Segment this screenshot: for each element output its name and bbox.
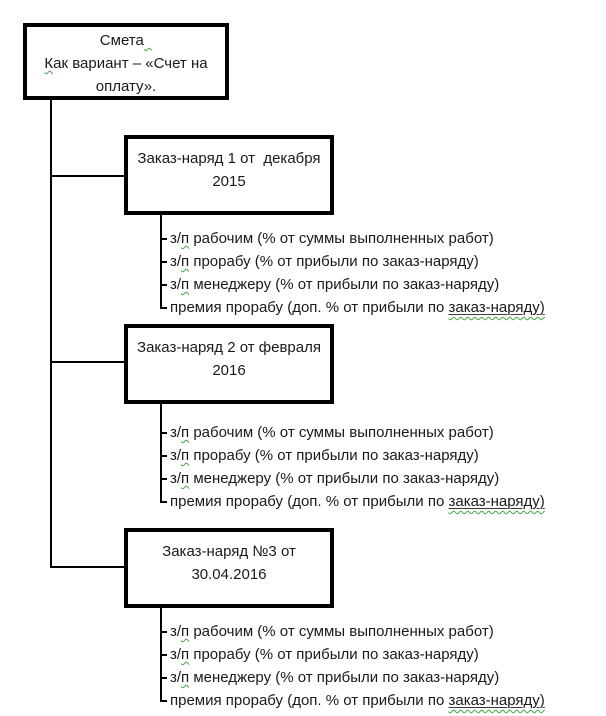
- estimate-line3: оплату».: [95, 78, 157, 95]
- order-box-3-date: 30.04.2016: [191, 566, 267, 583]
- tick-3-1: [160, 631, 167, 633]
- tick-1-4: [160, 307, 167, 309]
- item-prefix: з/: [170, 424, 182, 441]
- item-rest: менеджеру (% от прибыли по заказ-наряду): [189, 276, 500, 293]
- item-prefix: премия прорабу (доп. % от прибыли по: [170, 493, 449, 510]
- item-prefix: премия прорабу (доп. % от прибыли по: [170, 299, 449, 316]
- tick-1-2: [160, 261, 167, 263]
- item-rest: рабочим (% от суммы выполненных работ): [189, 623, 494, 640]
- tick-2-2: [160, 455, 167, 457]
- order-box-3-title: Заказ-наряд №3 от: [162, 543, 296, 560]
- estimate-title: Смета: [99, 32, 144, 49]
- item-rest: рабочим (% от суммы выполненных работ): [189, 230, 494, 247]
- order-box-1-title: Заказ-наряд 1 от декабря: [137, 150, 321, 167]
- item-prefix: з/: [170, 623, 182, 640]
- list-item-2-1: [170, 422, 494, 444]
- item-squiggle-word: п: [181, 470, 190, 487]
- item-squiggle-word: п: [181, 276, 190, 293]
- branch-line-3: [50, 566, 124, 568]
- list-item-2-2: [170, 445, 479, 467]
- tick-2-4: [160, 501, 167, 503]
- estimate-box: [23, 23, 229, 100]
- item-wavy-underline: [448, 299, 544, 316]
- estimate-line1: [27, 29, 225, 52]
- item-prefix: з/: [170, 447, 182, 464]
- list-item-2-3: [170, 468, 499, 490]
- item-underlined-word: заказ-наряду): [448, 493, 545, 510]
- branch-line-1: [50, 175, 124, 177]
- order-box-2-title: Заказ-наряд 2 от февраля: [137, 339, 321, 356]
- tick-3-4: [160, 700, 167, 702]
- list-item-1-2: [170, 251, 479, 273]
- item-squiggle-word: п: [181, 230, 190, 247]
- list-item-1-4: [170, 297, 545, 319]
- order-box-3: [124, 528, 334, 608]
- item-wavy-underline: [448, 692, 544, 709]
- item-rest: прорабу (% от прибыли по заказ-наряду): [189, 447, 479, 464]
- item-rest: менеджеру (% от прибыли по заказ-наряду): [189, 669, 500, 686]
- item-rest: прорабу (% от прибыли по заказ-наряду): [189, 646, 479, 663]
- list-item-3-1: [170, 621, 494, 643]
- item-squiggle-word: п: [181, 623, 190, 640]
- trailing-spellcheck-squiggle: [144, 32, 152, 49]
- item-squiggle-word: п: [181, 447, 190, 464]
- item-squiggle-word: п: [181, 253, 190, 270]
- item-prefix: з/: [170, 253, 182, 270]
- item-rest: прорабу (% от прибыли по заказ-наряду): [189, 253, 479, 270]
- item-squiggle-word: п: [181, 669, 190, 686]
- item-prefix: з/: [170, 470, 182, 487]
- spellcheck-squiggle-word: К: [44, 55, 54, 72]
- list-item-1-1: [170, 228, 494, 250]
- item-rest: менеджеру (% от прибыли по заказ-наряду): [189, 470, 500, 487]
- item-rest: рабочим (% от суммы выполненных работ): [189, 424, 494, 441]
- item-wavy-underline: [448, 493, 544, 510]
- list-item-3-4: [170, 690, 545, 712]
- item-prefix: з/: [170, 230, 182, 247]
- item-underlined-word: заказ-наряду): [448, 692, 545, 709]
- tick-3-3: [160, 677, 167, 679]
- item-prefix: з/: [170, 646, 182, 663]
- item-underlined-word: заказ-наряду): [448, 299, 545, 316]
- list-item-3-2: [170, 644, 479, 666]
- item-squiggle-word: п: [181, 424, 190, 441]
- trunk-line: [50, 100, 52, 567]
- list-item-1-3: [170, 274, 499, 296]
- bracket-line-2: [160, 404, 162, 502]
- branch-line-2: [50, 361, 124, 363]
- list-item-3-3: [170, 667, 499, 689]
- estimate-line2: [27, 52, 225, 75]
- order-box-1: [124, 135, 334, 215]
- tick-1-1: [160, 238, 167, 240]
- order-box-1-date: 2015: [212, 173, 246, 190]
- tick-2-1: [160, 432, 167, 434]
- estimate-line2-rest: ак вариант – «Счет на: [53, 55, 208, 72]
- order-box-2-date: 2016: [212, 362, 246, 379]
- list-item-2-4: [170, 491, 545, 513]
- item-prefix: премия прорабу (доп. % от прибыли по: [170, 692, 449, 709]
- item-prefix: з/: [170, 276, 182, 293]
- item-squiggle-word: п: [181, 646, 190, 663]
- tick-3-2: [160, 654, 167, 656]
- order-box-2: [124, 324, 334, 404]
- item-prefix: з/: [170, 669, 182, 686]
- tick-2-3: [160, 478, 167, 480]
- tick-1-3: [160, 284, 167, 286]
